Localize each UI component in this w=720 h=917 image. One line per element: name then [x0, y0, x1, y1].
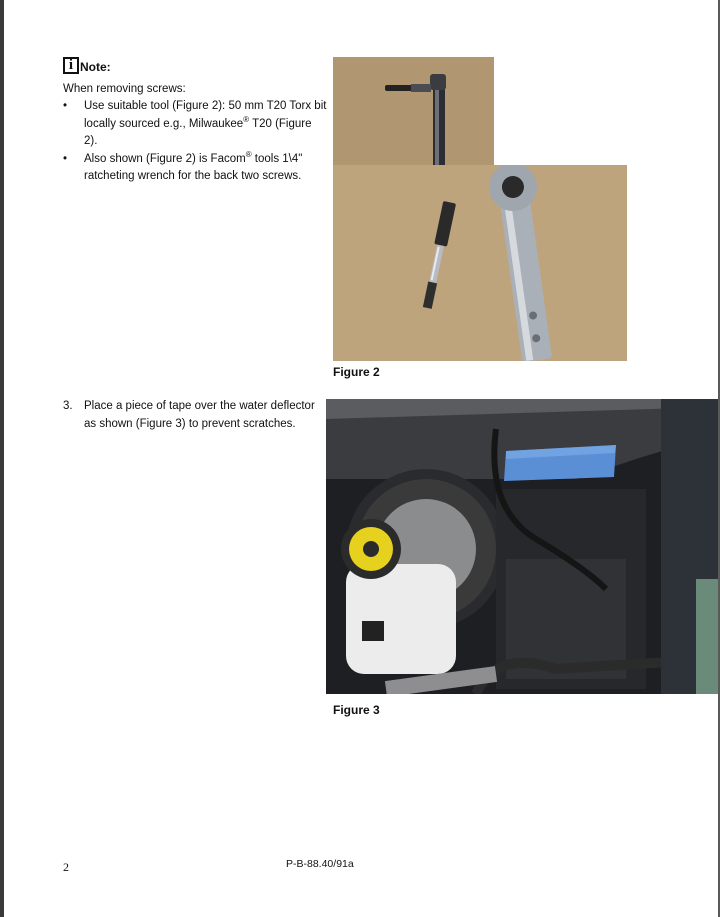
page-number: 2 — [63, 860, 69, 874]
step-3 — [63, 398, 325, 433]
figure2-caption: Figure 2 — [333, 365, 380, 379]
note-label: Note: — [80, 60, 111, 74]
figure2-photo-top — [333, 57, 494, 165]
figure3-caption: Figure 3 — [333, 703, 380, 717]
bullet-item-ratchet-wrench: • Also shown (Figure 2) is Facom® tools 1\4" ratcheting wrench for the back two screws. — [63, 151, 328, 186]
note-intro: When removing screws: — [63, 83, 186, 95]
step-text: Place a piece of tape over the water deflector as shown (Figure 3) to prevent scratches. — [84, 400, 315, 430]
page-edge-left — [0, 0, 4, 917]
note-heading — [63, 57, 111, 74]
bullet-item-torx-bit: • Use suitable tool (Figure 2): 50 mm T20 Torx bit locally sourced e.g., Milwaukee® T20 (Figure 2). — [63, 98, 328, 151]
figure3-photo — [326, 399, 718, 694]
note-bullet-list — [63, 98, 328, 186]
figure2-photo-main — [333, 165, 627, 361]
step-number: 3. — [63, 400, 73, 412]
info-icon: i — [63, 57, 79, 74]
document-id: P-B-88.40/91a — [286, 858, 354, 870]
